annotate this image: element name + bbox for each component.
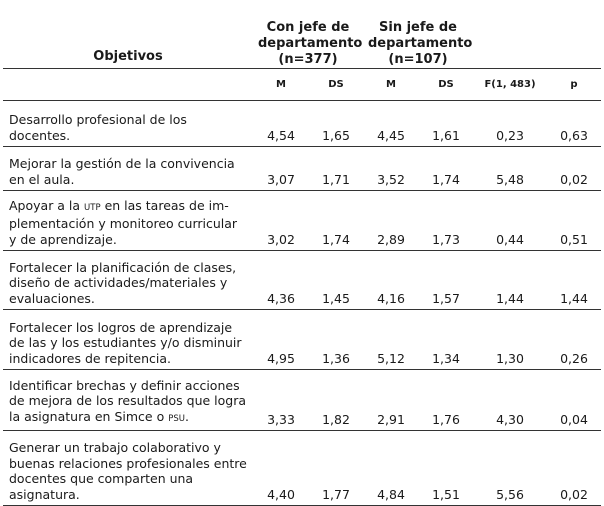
f-cell: 5,56 <box>496 486 524 502</box>
m-con-cell: 3,33 <box>267 411 295 427</box>
f-cell: 4,30 <box>496 411 524 427</box>
p-cell: 0,63 <box>560 127 588 143</box>
m-sin-cell: 2,89 <box>377 231 405 247</box>
ds-sin-cell: 1,74 <box>432 171 460 187</box>
m-con-cell: 4,54 <box>267 127 295 143</box>
m-sin-cell: 4,45 <box>377 127 405 143</box>
f-cell: 1,30 <box>496 350 524 366</box>
header-m-con: M <box>276 79 286 90</box>
header-ds-con: DS <box>328 79 344 90</box>
m-con-cell: 4,95 <box>267 350 295 366</box>
header-p: p <box>570 79 578 90</box>
ds-con-cell: 1,74 <box>322 231 350 247</box>
m-con-cell: 3,07 <box>267 171 295 187</box>
objetivo-text-b: . <box>184 408 189 424</box>
utp-abbrev: UTP <box>84 202 101 213</box>
ds-sin-cell: 1,34 <box>432 350 460 366</box>
table-row <box>3 370 601 431</box>
p-cell: 0,26 <box>560 350 588 366</box>
objetivo-text-b: en las tareas de implementación y monitoreo curricular y de aprendizaje. <box>9 197 238 247</box>
objetivo-cell: Desarrollo profesional de los docentes. <box>9 112 187 143</box>
m-sin-cell: 2,91 <box>377 411 405 427</box>
m-sin-cell: 4,84 <box>377 486 405 502</box>
header-con-jefe <box>253 6 363 69</box>
f-cell: 5,48 <box>496 171 524 187</box>
header-blank-objetivos <box>3 69 253 101</box>
header-row-groups <box>3 6 601 69</box>
results-table <box>3 6 601 506</box>
objetivo-cell: Generar un trabajo colaborativo y buenas relaciones profesionales entre docentes que comparten una asignatura. <box>9 440 247 502</box>
table-row <box>3 191 601 251</box>
table-row <box>3 101 601 147</box>
psu-abbrev: PSU <box>168 413 185 424</box>
p-cell: 0,04 <box>560 411 588 427</box>
header-sin-jefe <box>363 6 473 69</box>
table-row <box>3 251 601 310</box>
f-cell: 0,23 <box>496 127 524 143</box>
objetivo-cell: Mejorar la gestión de la convivencia en el aula. <box>9 156 235 187</box>
m-sin-cell: 4,16 <box>377 290 405 306</box>
header-con-jefe-text: Con jefe de departamento (n=377) <box>258 20 363 67</box>
f-cell: 1,44 <box>496 290 524 306</box>
ds-con-cell: 1,82 <box>322 411 350 427</box>
m-sin-cell: 3,52 <box>377 171 405 187</box>
header-row-stats <box>3 69 601 101</box>
header-ds-sin: DS <box>438 79 454 90</box>
header-blank-p <box>547 6 601 69</box>
objetivo-cell <box>3 191 253 251</box>
objetivo-text-a: Apoyar a la <box>9 197 85 213</box>
table-row <box>3 147 601 191</box>
p-cell: 0,02 <box>560 486 588 502</box>
header-objetivos: Objetivos <box>93 49 163 64</box>
header-sin-jefe-text: Sin jefe de departamento (n=107) <box>368 20 473 67</box>
m-con-cell: 3,02 <box>267 231 295 247</box>
objetivo-cell: Fortalecer la planificación de clases, diseño de actividades/materiales y evaluaciones. <box>9 259 237 306</box>
ds-sin-cell: 1,61 <box>432 127 460 143</box>
ds-con-cell: 1,65 <box>322 127 350 143</box>
ds-sin-cell: 1,57 <box>432 290 460 306</box>
header-m-sin: M <box>386 79 396 90</box>
ds-con-cell: 1,77 <box>322 486 350 502</box>
m-con-cell: 4,36 <box>267 290 295 306</box>
ds-con-cell: 1,71 <box>322 171 350 187</box>
ds-sin-cell: 1,73 <box>432 231 460 247</box>
table-row <box>3 431 601 506</box>
ds-sin-cell: 1,76 <box>432 411 460 427</box>
objetivo-cell <box>3 370 253 431</box>
table-row <box>3 310 601 370</box>
ds-sin-cell: 1,51 <box>432 486 460 502</box>
m-con-cell: 4,40 <box>267 486 295 502</box>
objetivo-text-a: Identificar brechas y definir acciones de mejora de los resultados que logra la asignatura en Simce o <box>9 377 247 424</box>
f-cell: 0,44 <box>496 231 524 247</box>
p-cell: 1,44 <box>560 290 588 306</box>
ds-con-cell: 1,45 <box>322 290 350 306</box>
objetivo-cell: Fortalecer los logros de aprendizaje de las y los estudiantes y/o disminuir indicadores de repitencia. <box>9 319 242 366</box>
p-cell: 0,02 <box>560 171 588 187</box>
p-cell: 0,51 <box>560 231 588 247</box>
m-sin-cell: 5,12 <box>377 350 405 366</box>
header-blank-f <box>473 6 547 69</box>
header-f: F(1, 483) <box>484 79 536 90</box>
ds-con-cell: 1,36 <box>322 350 350 366</box>
